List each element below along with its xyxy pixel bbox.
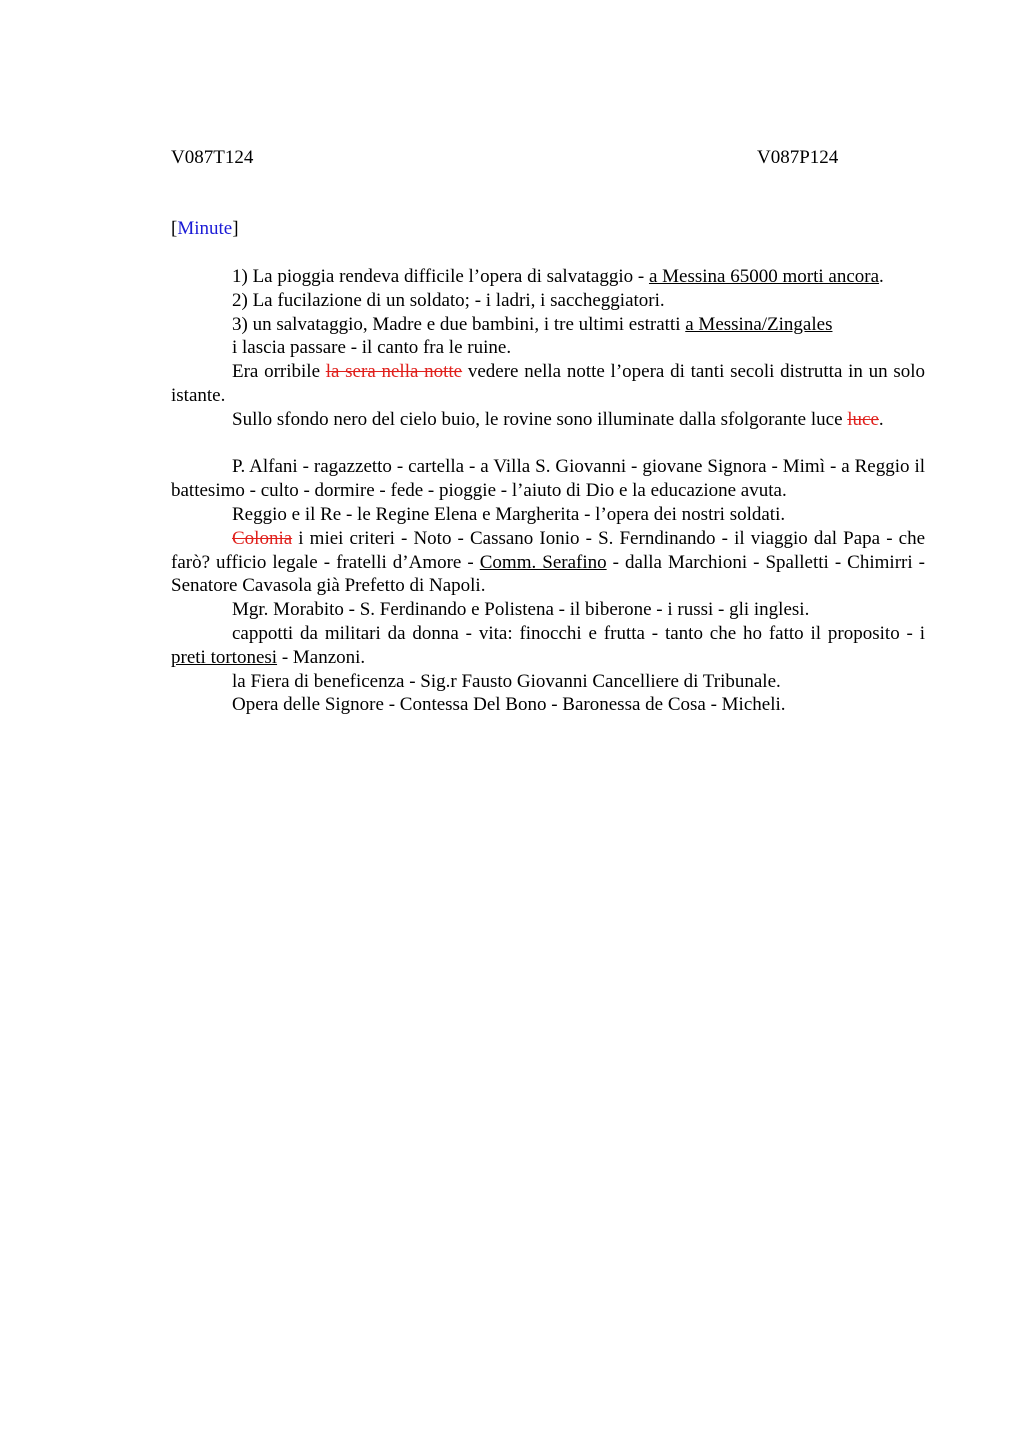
paragraph-4: Era orribile la sera nella notte vedere nella notte l’opera di tanti secoli distrutta in un solo istante. [171,361,925,406]
paragraph-5: Sullo sfondo nero del cielo buio, le rovine sono illuminate dalla sfolgorante luce luce. [232,408,884,430]
deleted-text: la sera nella notte [325,361,463,383]
left-page-code: V087T124 [171,147,254,168]
underlined-text: a Messina/Zingales [685,313,833,335]
bracket-close: ] [232,218,239,239]
transcription-body [171,265,925,717]
underlined-text: a Messina 65000 morti ancora [648,266,880,287]
deleted-text: luce [847,408,879,430]
bracket-open: [ [171,218,178,239]
underlined-text: Comm. Serafino [479,551,607,573]
paragraph-1: 1) La pioggia rendeva difficile l’opera di salvataggio - a Messina 65000 morti ancora. [232,266,884,287]
paragraph-3: 3) un salvataggio, Madre e due bambini, i tre ultimi estratti a Messina/Zingales [232,313,833,335]
underlined-text: preti tortonesi [171,646,278,668]
deleted-text: Colonia [232,527,293,549]
paragraph-12: Opera delle Signore - Contessa Del Bono - Baronessa de Cosa - Micheli. [232,694,786,716]
paragraph-10: cappotti da militari da donna - vita: finocchi e frutta - tanto che ho fatto il proposito - i preti tortonesi - Manzoni. [171,622,925,668]
right-page-code: V087P124 [757,147,839,168]
paragraph-8: Colonia i miei criteri - Noto - Cassano Ionio - S. Ferndinando - il viaggio dal Papa - che farò? ufficio legale - fratelli d’Amore - Comm. Serafino - dalla Marchioni - Spalletti - Chimirri - Senatore Cavasola già Prefetto di Napoli. [171,527,925,597]
paragraph-gap [171,432,925,456]
paragraph-11: la Fiera di beneficenza - Sig.r Fausto Giovanni Cancelliere di Tribunale. [232,670,781,692]
paragraph-7: Reggio e il Re - le Regine Elena e Margherita - l’opera dei nostri soldati. [232,503,786,525]
section-label [171,217,239,241]
paragraph-3-continuation: i lascia passare - il canto fra le ruine. [232,337,512,359]
paragraph-6: P. Alfani - ragazzetto - cartella - a Villa S. Giovanni - giovane Signora - Mimì - a Reggio il battesimo - culto - dormire - fede - pioggie - l’aiuto di Dio e la educazione avuta. [171,456,925,502]
paragraph-9: Mgr. Morabito - S. Ferdinando e Polistena - il biberone - i russi - gli inglesi. [232,599,810,621]
paragraph-2: 2) La fucilazione di un soldato; - i ladri, i saccheggiatori. [232,289,665,311]
minute-label[interactable]: Minute [177,218,233,239]
